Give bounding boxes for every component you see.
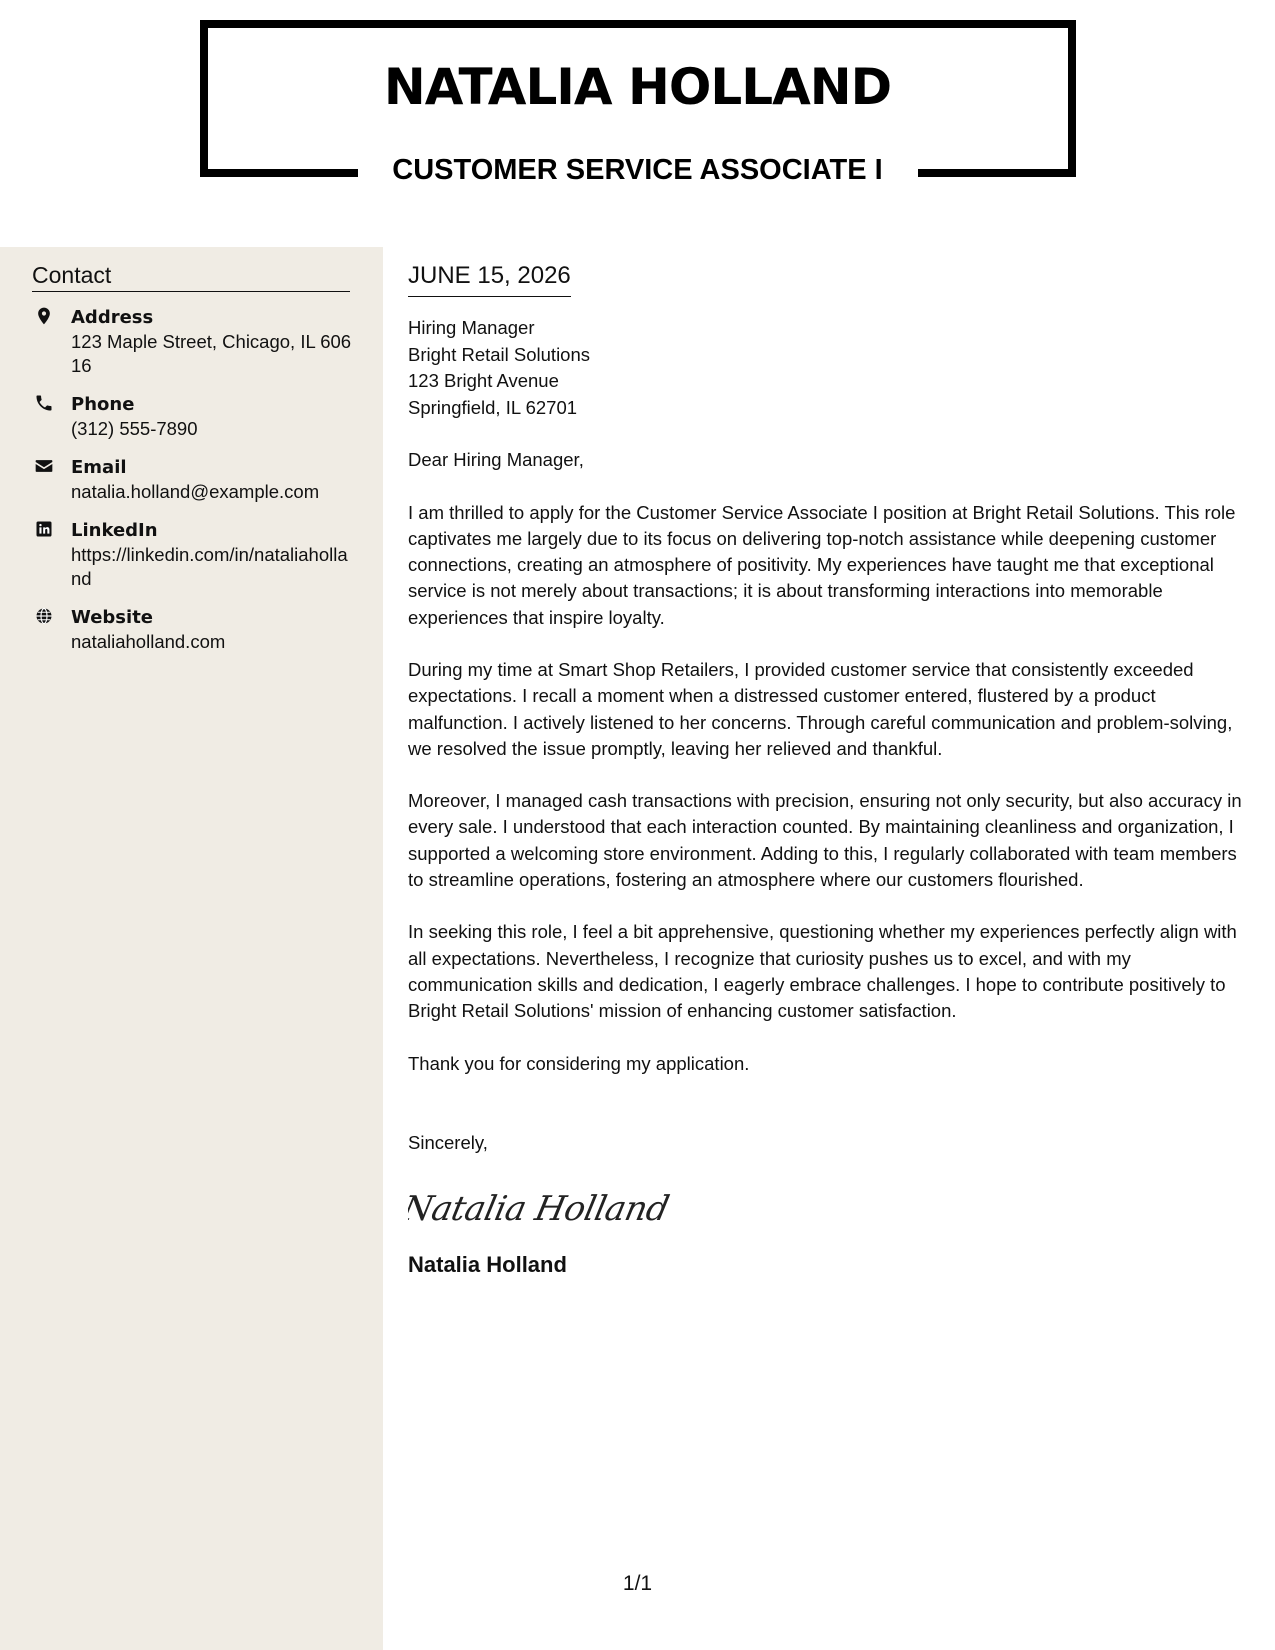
contact-value: https://linkedin.com/in/nataliaholland <box>71 544 348 589</box>
contact-item-linkedin <box>32 518 352 591</box>
recipient-line: Bright Retail Solutions <box>408 343 591 365</box>
contact-item-phone <box>32 392 352 441</box>
recipient-line: 123 Bright Avenue <box>408 370 559 391</box>
phone-icon <box>34 393 54 413</box>
contact-label: Address <box>71 307 154 328</box>
letter-date: JUNE 15, 2026 <box>408 262 571 297</box>
signature-text: Natalia Holland <box>408 1189 673 1230</box>
contact-item-website <box>32 605 352 654</box>
map-pin-icon <box>34 306 54 326</box>
contact-value: 123 Maple Street, Chicago, IL 60616 <box>71 331 352 376</box>
letter-paragraph: I am thrilled to apply for the Customer Service Associate I position at Bright Retail Solutions. This role captivates me largely due to its focus on delivering top-notch assistance while deepening customer connections, creating an atmosphere of positivity. My experiences have taught me that exceptional service is not merely about transactions; it is about transforming interactions into memorable experiences that inspire loyalty. <box>408 501 1236 628</box>
contact-item-address <box>32 305 352 378</box>
contact-label: Website <box>71 607 154 628</box>
contact-item-email <box>32 455 352 504</box>
job-title: CUSTOMER SERVICE ASSOCIATE I <box>392 154 883 186</box>
letter-paragraph: In seeking this role, I feel a bit apprehensive, questioning whether my experiences perfectly align with all expectations. Nevertheless, I recognize that curiosity pushes us to excel, and with my communication skills and dedication, I eagerly embrace challenges. I hope to contribute positively to Bright Retail Solutions' mission of enhancing customer satisfaction. <box>408 921 1237 1022</box>
handwritten-signature <box>408 1176 1253 1236</box>
contact-heading: Contact <box>32 262 350 292</box>
letter-body <box>408 262 1253 1278</box>
closing: Sincerely, <box>408 1131 488 1153</box>
recipient-line: Hiring Manager <box>408 317 535 338</box>
page-number: 1/1 <box>622 1572 653 1595</box>
contact-label: Phone <box>71 394 135 415</box>
envelope-icon <box>34 456 54 476</box>
contact-label: Email <box>71 457 127 478</box>
contact-value: nataliaholland.com <box>71 631 226 652</box>
contact-list <box>32 305 352 668</box>
letter-paragraph: Thank you for considering my application. <box>408 1052 750 1074</box>
letter-paragraph: Moreover, I managed cash transactions with precision, ensuring not only security, but also accuracy in every sale. I understood that each interaction counted. By maintaining cleanliness and organization, I supported a welcoming store environment. Adding to this, I regularly collaborated with team members to streamline operations, fostering an atmosphere where our customers flourished. <box>408 790 1242 891</box>
recipient-line: Springfield, IL 62701 <box>408 396 578 418</box>
applicant-name: NATALIA HOLLAND <box>383 58 892 116</box>
signature-image <box>408 1176 678 1236</box>
letter-paragraph: During my time at Smart Shop Retailers, I provided customer service that consistently exceeded expectations. I recall a moment when a distressed customer entered, flustered by a product malfunction. I actively listened to her concerns. Through careful communication and problem-solving, we resolved the issue promptly, leaving her relieved and thankful. <box>408 658 1233 759</box>
globe-icon <box>34 606 54 626</box>
linkedin-icon <box>34 519 54 539</box>
salutation: Dear Hiring Manager, <box>408 449 584 470</box>
contact-value: (312) 555-7890 <box>71 418 198 439</box>
contact-label: LinkedIn <box>71 520 158 541</box>
contact-value: natalia.holland@example.com <box>71 481 320 502</box>
signer-name: Natalia Holland <box>408 1252 567 1278</box>
recipient-block <box>408 315 1253 421</box>
